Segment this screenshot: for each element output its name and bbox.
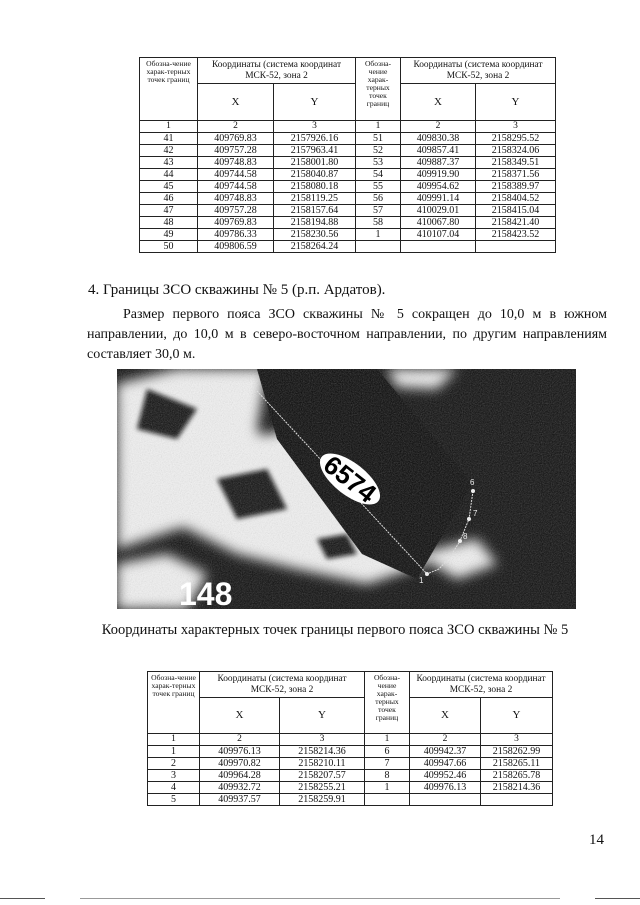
x-coordinate-cell: 409769.83 (198, 217, 274, 229)
point-code-cell: 44 (140, 169, 198, 181)
point-code-cell (365, 794, 410, 806)
boundary-point (425, 572, 429, 576)
y-coordinate-cell: 2157963.41 (274, 145, 356, 157)
header-y: Y (481, 698, 553, 734)
x-coordinate-cell: 410067.80 (401, 217, 476, 229)
x-coordinate-cell: 409757.28 (198, 205, 274, 217)
table-row (140, 217, 556, 229)
y-coordinate-cell: 2158324.06 (476, 145, 556, 157)
header-point-code: Обозна-чение харак-терных точек границ (148, 672, 200, 734)
header-x: X (200, 698, 280, 734)
footer-rule (595, 898, 640, 899)
table-row (148, 746, 553, 758)
point-code-cell (356, 241, 401, 253)
y-coordinate-cell: 2158214.36 (481, 782, 553, 794)
boundary-point-label: 7 (473, 509, 478, 518)
point-code-cell: 41 (140, 133, 198, 145)
x-coordinate-cell: 409991.14 (401, 193, 476, 205)
y-coordinate-cell: 2158194.88 (274, 217, 356, 229)
header-y: Y (476, 84, 556, 121)
point-code-cell: 2 (148, 758, 200, 770)
x-coordinate-cell: 409744.58 (198, 169, 274, 181)
x-coordinate-cell: 409830.38 (401, 133, 476, 145)
point-code-cell: 47 (140, 205, 198, 217)
column-number: 3 (476, 121, 556, 133)
y-coordinate-cell: 2158404.52 (476, 193, 556, 205)
section-paragraph: Размер первого пояса ЗСО скважины № 5 сокращен до 10,0 м в южном направлении, до 10,0 м в северо-восточном направлении, по другим направлениям составляет 30,0 м. (87, 307, 607, 362)
x-coordinate-cell: 409954.62 (401, 181, 476, 193)
table-row (148, 794, 553, 806)
x-coordinate-cell: 409976.13 (200, 746, 280, 758)
column-number: 1 (356, 121, 401, 133)
table-row (148, 770, 553, 782)
point-code-cell: 5 (148, 794, 200, 806)
x-coordinate-cell: 409976.13 (410, 782, 481, 794)
point-code-cell: 57 (356, 205, 401, 217)
x-coordinate-cell: 409887.37 (401, 157, 476, 169)
y-coordinate-cell: 2158001.80 (274, 157, 356, 169)
x-coordinate-cell: 409952.46 (410, 770, 481, 782)
point-code-cell: 6 (365, 746, 410, 758)
point-code-cell: 3 (148, 770, 200, 782)
header-x: X (410, 698, 481, 734)
y-coordinate-cell: 2158295.52 (476, 133, 556, 145)
column-number: 1 (140, 121, 198, 133)
header-x: X (401, 84, 476, 121)
y-coordinate-cell: 2158210.11 (280, 758, 365, 770)
x-coordinate-cell: 409757.28 (198, 145, 274, 157)
x-coordinate-cell: 410029.01 (401, 205, 476, 217)
header-x: X (198, 84, 274, 121)
x-coordinate-cell: 409744.58 (198, 181, 274, 193)
point-code-cell: 45 (140, 181, 198, 193)
column-number: 2 (200, 734, 280, 746)
table-row (140, 241, 556, 253)
building-number-label: 6574 (317, 449, 383, 509)
x-coordinate-cell (401, 241, 476, 253)
y-coordinate-cell: 2158423.52 (476, 229, 556, 241)
column-number: 3 (280, 734, 365, 746)
y-coordinate-cell: 2158157.64 (274, 205, 356, 217)
boundary-point-label: 6 (470, 478, 475, 487)
point-code-cell: 56 (356, 193, 401, 205)
boundary-point (467, 517, 471, 521)
header-coord-system: Координаты (система координат МСК-52, зона 2 (401, 58, 556, 84)
page-number: 14 (589, 832, 604, 848)
table-row (140, 145, 556, 157)
y-coordinate-cell: 2158265.11 (481, 758, 553, 770)
x-coordinate-cell: 409769.83 (198, 133, 274, 145)
point-code-cell: 55 (356, 181, 401, 193)
y-coordinate-cell: 2158415.04 (476, 205, 556, 217)
x-coordinate-cell: 409857.41 (401, 145, 476, 157)
x-coordinate-cell: 409806.59 (198, 241, 274, 253)
x-coordinate-cell: 409970.82 (200, 758, 280, 770)
x-coordinate-cell: 409964.28 (200, 770, 280, 782)
table-row (140, 181, 556, 193)
x-coordinate-cell: 409932.72 (200, 782, 280, 794)
y-coordinate-cell: 2158207.57 (280, 770, 365, 782)
header-point-code: Обозна-чение харак-терных точек границ (140, 58, 198, 121)
table-row (148, 782, 553, 794)
header-coord-system: Координаты (система координат МСК-52, зона 2 (198, 58, 356, 84)
y-coordinate-cell: 2158264.24 (274, 241, 356, 253)
column-number: 2 (410, 734, 481, 746)
point-code-cell: 8 (365, 770, 410, 782)
y-coordinate-cell (476, 241, 556, 253)
y-coordinate-cell: 2158389.97 (476, 181, 556, 193)
x-coordinate-cell: 409786.33 (198, 229, 274, 241)
y-coordinate-cell: 2158119.25 (274, 193, 356, 205)
point-code-cell: 53 (356, 157, 401, 169)
point-code-cell: 48 (140, 217, 198, 229)
point-code-cell: 1 (148, 746, 200, 758)
column-number: 2 (401, 121, 476, 133)
column-number: 3 (481, 734, 553, 746)
header-point-code: Обозна-чение харак-терных точек границ (365, 672, 410, 734)
x-coordinate-cell: 409748.83 (198, 157, 274, 169)
coordinates-table-bottom (147, 671, 553, 806)
point-code-cell: 49 (140, 229, 198, 241)
y-coordinate-cell: 2158080.18 (274, 181, 356, 193)
boundary-point-label: 8 (463, 532, 468, 541)
x-coordinate-cell: 409919.90 (401, 169, 476, 181)
y-coordinate-cell: 2158259.91 (280, 794, 365, 806)
column-number: 1 (365, 734, 410, 746)
point-code-cell: 46 (140, 193, 198, 205)
boundary-point (471, 489, 475, 493)
y-coordinate-cell: 2158040.87 (274, 169, 356, 181)
footer-rule (80, 898, 560, 899)
header-coord-system: Координаты (система координат МСК-52, зона 2 (200, 672, 365, 698)
point-code-cell: 1 (356, 229, 401, 241)
y-coordinate-cell: 2158421.40 (476, 217, 556, 229)
point-code-cell: 58 (356, 217, 401, 229)
point-code-cell: 1 (365, 782, 410, 794)
aerial-photo (117, 369, 576, 609)
column-number: 3 (274, 121, 356, 133)
house-number-label: 148 (179, 576, 233, 609)
y-coordinate-cell: 2158349.51 (476, 157, 556, 169)
point-code-cell: 42 (140, 145, 198, 157)
y-coordinate-cell (481, 794, 553, 806)
point-code-cell: 52 (356, 145, 401, 157)
point-code-cell: 54 (356, 169, 401, 181)
table-row (140, 157, 556, 169)
table-row (140, 205, 556, 217)
x-coordinate-cell: 410107.04 (401, 229, 476, 241)
coordinates-table-top (139, 57, 556, 253)
header-coord-system: Координаты (система координат МСК-52, зона 2 (410, 672, 553, 698)
y-coordinate-cell: 2158255.21 (280, 782, 365, 794)
y-coordinate-cell: 2158230.56 (274, 229, 356, 241)
x-coordinate-cell: 409942.37 (410, 746, 481, 758)
x-coordinate-cell: 409937.57 (200, 794, 280, 806)
y-coordinate-cell: 2158371.56 (476, 169, 556, 181)
x-coordinate-cell (410, 794, 481, 806)
point-code-cell: 7 (365, 758, 410, 770)
point-code-cell: 50 (140, 241, 198, 253)
column-number: 1 (148, 734, 200, 746)
x-coordinate-cell: 409748.83 (198, 193, 274, 205)
point-code-cell: 43 (140, 157, 198, 169)
table-row (148, 758, 553, 770)
section-heading: 4. Границы ЗСО скважины № 5 (р.п. Ардатов). (88, 282, 386, 298)
table-row (140, 229, 556, 241)
boundary-point-label: 1 (419, 576, 424, 585)
y-coordinate-cell: 2157926.16 (274, 133, 356, 145)
table-caption: Координаты характерных точек границы первого пояса ЗСО скважины № 5 (101, 622, 569, 638)
header-point-code: Обозна-чение харак-терных точек границ (356, 58, 401, 121)
y-coordinate-cell: 2158214.36 (280, 746, 365, 758)
table-row (140, 193, 556, 205)
table-row (140, 169, 556, 181)
y-coordinate-cell: 2158265.78 (481, 770, 553, 782)
boundary-point (458, 539, 462, 543)
header-y: Y (274, 84, 356, 121)
point-code-cell: 51 (356, 133, 401, 145)
y-coordinate-cell: 2158262.99 (481, 746, 553, 758)
point-code-cell: 4 (148, 782, 200, 794)
footer-rule (0, 898, 45, 899)
header-y: Y (280, 698, 365, 734)
table-row (140, 133, 556, 145)
x-coordinate-cell: 409947.66 (410, 758, 481, 770)
column-number: 2 (198, 121, 274, 133)
